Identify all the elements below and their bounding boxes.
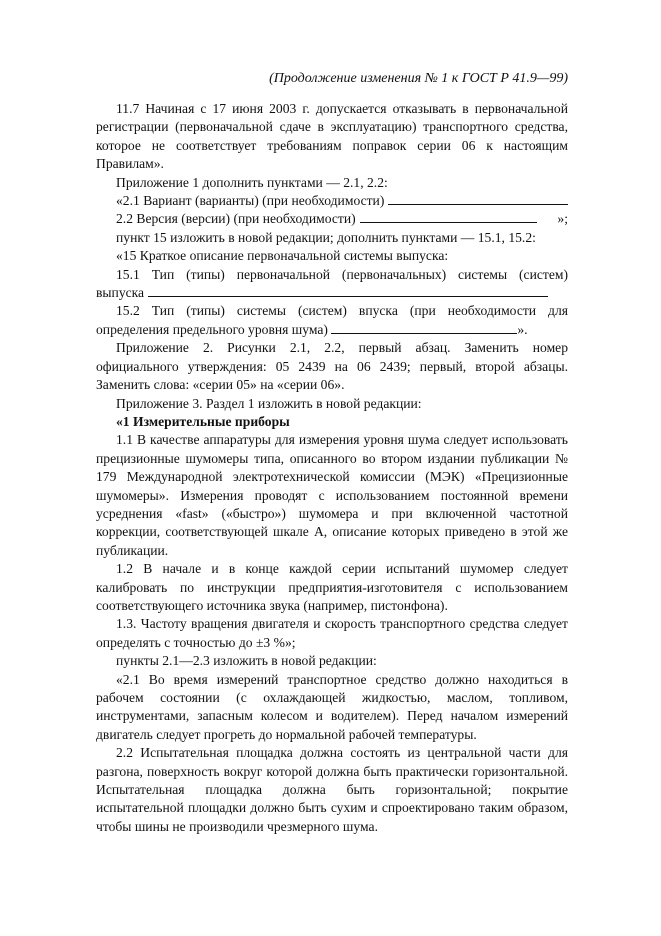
paragraph-15-2 xyxy=(96,302,568,339)
blank-line xyxy=(360,210,538,223)
paragraph-2-2-text: 2.2 Версия (версии) (при необходимости) xyxy=(116,211,356,227)
paragraph-11-7: 11.7 Начиная с 17 июня 2003 г. допускается отказывать в первоначальной регистрации (первоначальной сдаче в эксплуатацию) транспортного средства, которое не соответствует требованиям поправок серии 06 к настоящим Правилам». xyxy=(96,101,568,172)
paragraph-2-1-new: «2.1 Во время измерений транспортное средство должно находиться в рабочем состоянии (с охлаждающей жидкостью, маслом, топливом, инструментами, запасным колесом и водителем). Перед началом измерений двигатель следует прогреть до нормальной рабочей температуры. xyxy=(96,671,568,742)
section-heading: «1 Измерительные приборы xyxy=(116,413,290,429)
blank-line xyxy=(331,321,517,334)
paragraph-15-2-text: 15.2 Тип (типы) системы (систем) впуска (при необходимости для определения предельного уровня шума) xyxy=(96,303,568,337)
paragraph-15-1 xyxy=(96,266,568,303)
paragraph-2-1-text: «2.1 Вариант (варианты) (при необходимости) xyxy=(116,193,385,209)
paragraph-1-1: 1.1 В качестве аппаратуры для измерения уровня шума следует использовать прецизионные шумомеры типа, описанного во втором издании публикации № 179 Международной электротехнической комиссии (МЭК) «Прецизионные шумомеры». Измерения проводят с использованием постоянной времени усреднения «fast» («быстро») шумомера и при включенной частотной коррекции, соответствующей шкале А, описание которых приведено в этой же публикации. xyxy=(96,432,568,558)
paragraph-1-3: 1.3. Частоту вращения двигателя и скорость транспортного средства следует определять с точностью до ±3 %»; xyxy=(96,616,568,650)
blank-line xyxy=(388,192,568,205)
paragraph-2-2-suffix: »; xyxy=(557,211,568,227)
paragraph-1-2: 1.2 В начале и в конце каждой серии испытаний шумомер следует калибровать по инструкции предприятия-изготовителя с использованием соответствующего источника звука (например, пистонфона). xyxy=(96,561,568,613)
paragraph-appendix-2: Приложение 2. Рисунки 2.1, 2.2, первый абзац. Заменить номер официального утверждения: 05 2439 на 06 2439; первый, второй абзацы. Заменить слова: «серии 05» на «серии 06». xyxy=(96,340,568,393)
paragraph-2-1 xyxy=(96,192,568,210)
paragraph-2-2-new: 2.2 Испытательная площадка должна состоять из центральной части для разгона, поверхность вокруг которой должна быть практически горизонтальной. Испытательная площадка должна быть горизонтальной; покрытие испытательной площадки должно быть сухим и спроектировано таким образом, чтобы шины не производили чрезмерного шума. xyxy=(96,745,568,834)
paragraph-2-2 xyxy=(96,210,568,228)
paragraph-item-15: пункт 15 изложить в новой редакции; дополнить пунктами — 15.1, 15.2: xyxy=(116,229,536,245)
paragraph-items-2: пункты 2.1—2.3 изложить в новой редакции: xyxy=(116,653,377,669)
paragraph-15: «15 Краткое описание первоначальной системы выпуска: xyxy=(116,248,449,264)
paragraph-appendix-3: Приложение 3. Раздел 1 изложить в новой редакции: xyxy=(116,395,422,411)
paragraph-appendix-1: Приложение 1 дополнить пунктами — 2.1, 2.2: xyxy=(116,174,388,190)
page-header: (Продолжение изменения № 1 к ГОСТ Р 41.9—99) xyxy=(269,71,568,86)
paragraph-15-2-suffix: ». xyxy=(517,321,528,337)
blank-line xyxy=(148,284,548,297)
document-body xyxy=(96,100,568,836)
paragraph-15-1-text: 15.1 Тип (типы) первоначальной (первоначальных) системы (систем) выпуска xyxy=(96,266,568,301)
